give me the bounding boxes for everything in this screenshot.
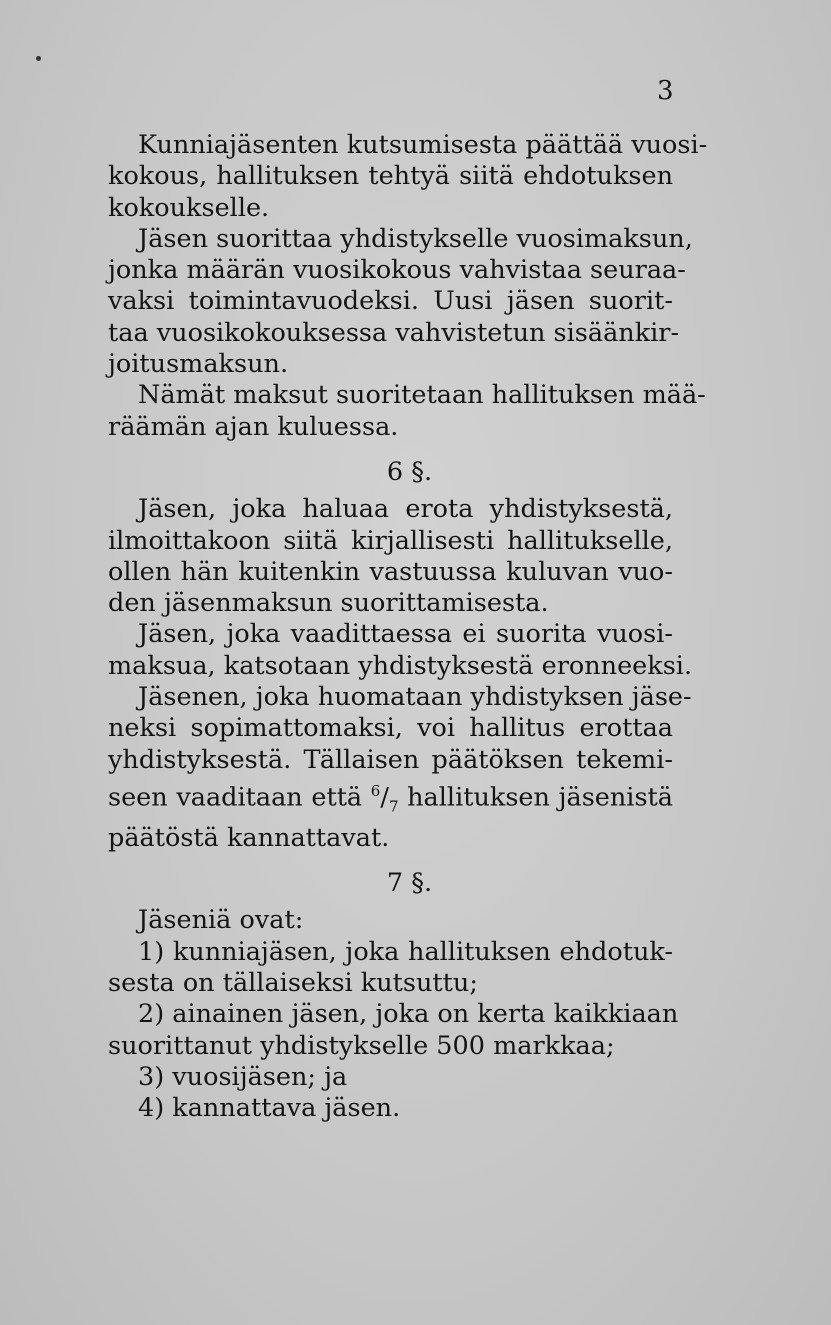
fraction-after: hallituksen jäsenistä: [398, 782, 673, 813]
text-line: 2) ainainen jäsen, joka on kerta kaikkiaan: [138, 999, 679, 1030]
text-line: Jäsenen, joka huomataan yhdistyksen jäse-: [138, 682, 692, 713]
text-line: yhdistyksestä. Tällaisen päätöksen tekemi-: [108, 744, 673, 775]
text-line: Nämät maksut suoritetaan hallituksen mää-: [138, 380, 706, 411]
text-line: Kunniajäsenten kutsumisesta päättää vuosi-: [138, 130, 708, 160]
text-line: kokoukselle.: [108, 192, 270, 223]
fraction-numerator: 6: [370, 781, 381, 800]
ink-speck: [36, 56, 41, 61]
text-line: 1) kunniajäsen, joka hallituksen ehdotuk-: [138, 936, 673, 967]
text-line: Jäsen, joka vaadittaessa ei suorita vuosi-: [138, 619, 673, 650]
text-line: Jäsen, joka haluaa erota yhdistyksestä,: [138, 494, 673, 525]
text-line: Jäseniä ovat:: [138, 905, 304, 936]
body-text: [108, 130, 708, 1125]
text-line: jonka määrän vuosikokous vahvistaa seuraa-: [108, 255, 686, 286]
fraction-denominator: 7: [388, 797, 399, 816]
text-line: vaksi toimintavuodeksi. Uusi jäsen suorit-: [108, 286, 673, 317]
page-number: 3: [657, 76, 674, 106]
text-line: räämän ajan kuluessa.: [108, 411, 399, 442]
text-line: den jäsenmaksun suorittamisesta.: [108, 588, 549, 619]
text-line: neksi sopimattomaksi, voi hallitus erottaa: [108, 713, 673, 744]
text-line: 4) kannattava jäsen.: [138, 1093, 401, 1124]
section-heading: 7 §.: [386, 868, 433, 899]
text-line: ollen hän kuitenkin vastuussa kuluvan vuo-: [108, 556, 673, 587]
text-line: sesta on tällaiseksi kutsuttu;: [108, 968, 478, 999]
text-line: taa vuosikokouksessa vahvistetun sisäänkir-: [108, 317, 680, 348]
text-line: kokous, hallituksen tehtyä siitä ehdotuksen: [108, 161, 673, 192]
text-line: suorittanut yhdistykselle 500 markkaa;: [108, 1030, 615, 1061]
text-line: [108, 776, 673, 823]
text-line: maksua, katsotaan yhdistyksestä eronneeksi.: [108, 650, 693, 681]
section-heading: 6 §.: [386, 456, 433, 487]
text-line: joitusmaksun.: [108, 349, 289, 380]
fraction-slash: /: [380, 782, 389, 813]
text-line: ilmoittakoon siitä kirjallisesti hallitukselle,: [108, 525, 673, 556]
fraction-before: seen vaaditaan että: [108, 782, 371, 813]
text-line: 3) vuosijäsen; ja: [138, 1061, 348, 1092]
text-line: päätöstä kannattavat.: [108, 822, 390, 853]
text-line: Jäsen suorittaa yhdistykselle vuosimaksun,: [138, 223, 693, 254]
